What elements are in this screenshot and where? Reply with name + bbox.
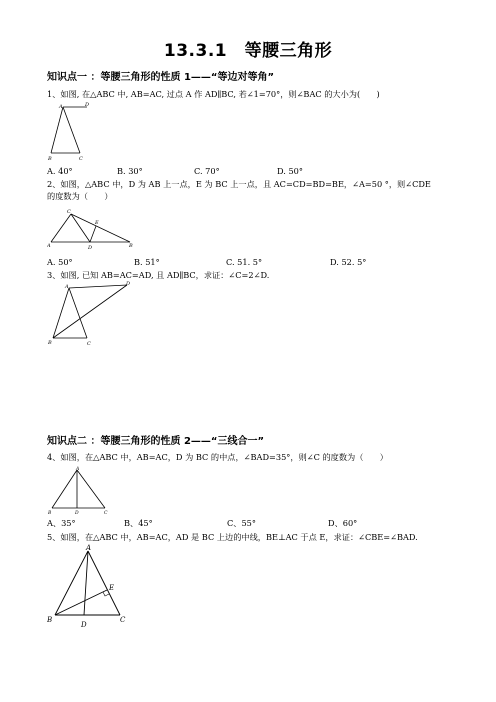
q4-label-d: D xyxy=(75,511,79,516)
q4-option-c: C、55° xyxy=(227,518,256,528)
q1-label-c: C xyxy=(79,156,83,162)
q2-label-b: B xyxy=(129,243,133,249)
q1-option-b: B. 30° xyxy=(117,166,143,176)
question-1-figure xyxy=(47,102,97,162)
q2-option-c: C. 51. 5° xyxy=(226,257,263,267)
q4-option-a: A、35° xyxy=(47,518,76,528)
q2-option-d: D. 52. 5° xyxy=(330,257,367,267)
q4-label-b: B xyxy=(48,511,52,516)
q1-label-d: D xyxy=(85,102,90,108)
q3-label-d: D xyxy=(126,281,131,287)
q1-label-a: A xyxy=(59,104,63,110)
q4-option-d: D、60° xyxy=(328,518,358,528)
q2-label-c: C xyxy=(67,209,71,215)
q4-label-c: C xyxy=(104,511,108,516)
question-2-text-line2: 的度数为（ ） xyxy=(47,191,113,201)
page-title: 13.3.1 等腰三角形 xyxy=(163,41,333,61)
section-heading-2: 知识点二 ：等腰三角形的性质 2——“三线合一” xyxy=(47,436,265,447)
question-2-text-line1: 2、如图，△ABC 中，D 为 AB 上一点，E 为 BC 上一点，且 AC=CD=BD=BE，∠A=50 °，则∠CDE xyxy=(47,179,431,189)
section-heading-1: 知识点一 ：等腰三角形的性质 1——“等边对等角” xyxy=(47,72,275,83)
q3-label-b: B xyxy=(48,340,52,346)
q5-label-d: D xyxy=(81,621,87,629)
q1-label-b: B xyxy=(48,156,52,162)
q5-label-a: A xyxy=(86,544,92,552)
question-4-text: 4、如图，在△ABC 中，AB=AC，D 为 BC 的中点，∠BAD=35°，则∠C 的度数为（ ） xyxy=(47,452,388,462)
question-3-figure xyxy=(47,280,137,348)
question-5-text: 5、如图，在△ABC 中，AB=AC，AD 是 BC 上边的中线，BE⊥AC 于点 E，求证：∠CBE=∠BAD. xyxy=(47,532,418,542)
q1-option-d: D. 50° xyxy=(277,166,303,176)
question-2-figure xyxy=(47,204,139,250)
q4-option-b: B、45° xyxy=(124,518,153,528)
q1-option-a: A. 40° xyxy=(47,166,73,176)
q4-label-a: A xyxy=(76,467,80,472)
q2-option-a: A. 50° xyxy=(47,257,73,267)
question-5-figure xyxy=(47,543,135,633)
q2-label-d: D xyxy=(88,245,93,250)
q1-option-c: C. 70° xyxy=(194,166,220,176)
q3-label-c: C xyxy=(87,341,91,347)
q2-label-a: A xyxy=(47,243,51,249)
q3-label-a: A xyxy=(65,284,69,290)
question-1-text: 1、如图, 在△ABC 中, AB=AC, 过点 A 作 AD∥BC, 若∠1=70°，则∠BAC 的大小为( ) xyxy=(47,89,380,99)
q2-label-e: E xyxy=(95,220,99,226)
q5-label-c: C xyxy=(120,616,126,624)
question-3-text: 3、如图, 已知 AB=AC=AD, 且 AD∥BC，求证：∠C=2∠D. xyxy=(47,270,270,280)
q2-option-b: B. 51° xyxy=(134,257,160,267)
question-4-figure xyxy=(47,465,117,517)
q5-label-b: B xyxy=(47,616,53,624)
q5-label-e: E xyxy=(109,584,115,592)
